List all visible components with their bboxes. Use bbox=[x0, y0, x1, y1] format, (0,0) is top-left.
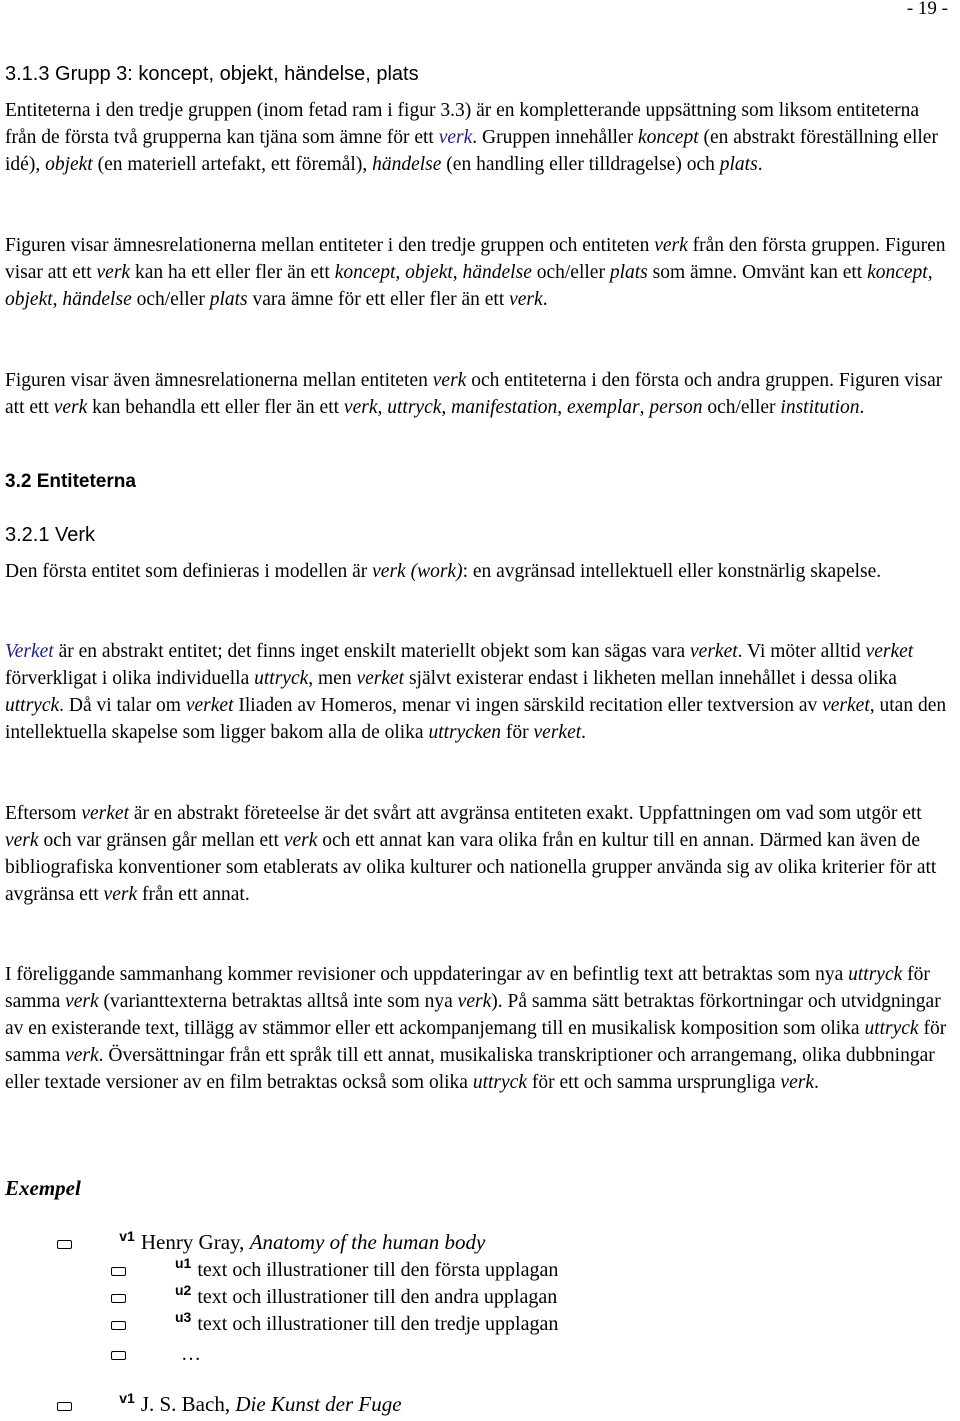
item-text bbox=[197, 1259, 558, 1281]
text-run: . Gruppen innehåller bbox=[472, 127, 638, 148]
emphasized-term: verk bbox=[283, 830, 318, 851]
paragraph-verk-revisions bbox=[5, 961, 955, 1096]
item-text bbox=[141, 1230, 485, 1254]
item-label: v1 bbox=[119, 1228, 135, 1244]
checkbox-bullet-icon bbox=[111, 1294, 126, 1303]
emphasized-term: händelse bbox=[462, 262, 532, 283]
emphasized-term: verk bbox=[654, 235, 688, 256]
emphasized-term: verk bbox=[53, 397, 88, 418]
example-item bbox=[57, 1230, 485, 1255]
text-run: och var gränsen går mellan ett bbox=[38, 830, 284, 851]
checkbox-bullet-icon bbox=[111, 1321, 126, 1330]
text-run: Figuren visar även ämnesrelationerna mellan entiteten bbox=[5, 370, 433, 391]
text-run: , bbox=[377, 397, 388, 418]
text-run: Figuren visar ämnesrelationerna mellan entiteter i den tredje gruppen och entiteten bbox=[5, 235, 655, 256]
emphasized-term: manifestation bbox=[451, 397, 558, 418]
emphasized-term: verk bbox=[5, 830, 39, 851]
emphasized-term: exemplar bbox=[567, 397, 640, 418]
text-run: , bbox=[639, 397, 650, 418]
emphasized-term: verket bbox=[690, 641, 738, 662]
text-run: (en abstrakt föreställning eller idé), bbox=[5, 127, 938, 175]
text-run: vara ämne för ett eller fler än ett bbox=[247, 289, 510, 310]
emphasized-term: verk bbox=[65, 991, 99, 1012]
checkbox-bullet-icon bbox=[111, 1267, 126, 1276]
section-heading-3-2: 3.2 Entiteterna bbox=[5, 471, 136, 492]
item-label: u1 bbox=[175, 1255, 192, 1271]
text-run: , bbox=[441, 397, 452, 418]
text-run: förverkligat i olika individuella bbox=[5, 668, 255, 689]
text-run: för bbox=[501, 722, 534, 743]
emphasized-term: institution bbox=[780, 397, 860, 418]
example-item bbox=[111, 1255, 559, 1282]
emphasized-term: Verket bbox=[5, 641, 54, 662]
text-run: . bbox=[859, 397, 865, 418]
emphasized-term: Anatomy of the human body bbox=[249, 1230, 486, 1254]
emphasized-term: uttryck bbox=[387, 397, 442, 418]
text-run: ). På samma sätt betraktas förkortningar och utvidgningar av en existerande text, tillägg av stämmor eller ett ackompanjemang till en musikalisk komposition som olika bbox=[5, 991, 941, 1039]
text-run: . bbox=[542, 289, 548, 310]
text-run: som ämne. Omvänt kan ett bbox=[647, 262, 868, 283]
example-item bbox=[111, 1343, 201, 1366]
text-run: kan behandla ett eller fler än ett bbox=[87, 397, 344, 418]
text-run: från den första gruppen. Figuren visar att ett bbox=[5, 235, 946, 283]
paragraph-text bbox=[5, 558, 955, 585]
emphasized-term: verket bbox=[865, 641, 914, 662]
text-run: Henry Gray, bbox=[140, 1230, 250, 1254]
text-run: , bbox=[927, 262, 933, 283]
emphasized-term: verket bbox=[533, 722, 582, 743]
item-text bbox=[141, 1392, 402, 1416]
emphasized-term: objekt bbox=[45, 154, 93, 175]
text-run: : en avgränsad intellektuell eller konstnärlig skapelse. bbox=[462, 561, 882, 582]
text-run: för samma bbox=[5, 964, 930, 1012]
section-heading-3-2-1: 3.2.1 Verk bbox=[5, 524, 96, 546]
emphasized-term: verk bbox=[780, 1072, 814, 1093]
text-run: och ett annat kan vara olika från en kultur till en annan. Därmed kan även de bibliografiska konventioner som etablerats av olika kulturer och nationella grupper använda sig av olika kriterier för att avgränsa ett bbox=[5, 830, 937, 905]
text-run: . Vi möter alltid bbox=[737, 641, 866, 662]
item-text bbox=[197, 1286, 557, 1308]
checkbox-bullet-icon bbox=[57, 1402, 72, 1411]
emphasized-term: verket bbox=[81, 803, 129, 824]
paragraph-text bbox=[5, 961, 955, 1096]
paragraph-group3-relations bbox=[5, 367, 955, 421]
emphasized-term: händelse bbox=[372, 154, 442, 175]
text-run: för ett och samma ursprungliga bbox=[526, 1072, 781, 1093]
emphasized-term: uttryck bbox=[848, 964, 903, 985]
item-label: u3 bbox=[175, 1309, 192, 1325]
text-run: . bbox=[813, 1072, 819, 1093]
text-run: . bbox=[757, 154, 763, 175]
text-run: självt existerar endast i likheten mellan innehållet i dessa olika bbox=[404, 668, 897, 689]
text-run: . Översättningar från ett språk till ett annat, musikaliska transkriptioner och arrangemang, olika dubbningar eller textade versioner av en film betraktas också som olika bbox=[5, 1045, 935, 1093]
text-run: , bbox=[52, 289, 63, 310]
text-run: kan ha ett eller fler än ett bbox=[130, 262, 335, 283]
emphasized-term: uttryck bbox=[254, 668, 309, 689]
emphasized-term: person bbox=[649, 397, 703, 418]
paragraph-verk-boundaries bbox=[5, 800, 955, 908]
item-text bbox=[181, 1343, 201, 1365]
paragraph-text bbox=[5, 638, 955, 746]
text-run: och/eller bbox=[702, 397, 781, 418]
text-run: (en handling eller tilldragelse) och bbox=[441, 154, 720, 175]
emphasized-term: koncept bbox=[867, 262, 928, 283]
emphasized-term: uttryck bbox=[864, 1018, 919, 1039]
text-run: . Då vi talar om bbox=[59, 695, 186, 716]
emphasized-term: plats bbox=[209, 289, 248, 310]
emphasized-term: verk bbox=[65, 1045, 99, 1066]
text-run: från ett annat. bbox=[137, 884, 250, 905]
paragraph-group3-figure bbox=[5, 232, 955, 313]
emphasized-term: verket bbox=[185, 695, 234, 716]
emphasized-term: verk (work) bbox=[372, 561, 463, 582]
text-run: och/eller bbox=[131, 289, 210, 310]
emphasized-term: objekt bbox=[405, 262, 453, 283]
checkbox-bullet-icon bbox=[111, 1351, 126, 1360]
example-title: Exempel bbox=[5, 1176, 81, 1200]
section-heading-3-1-3: 3.1.3 Grupp 3: koncept, objekt, händelse, plats bbox=[5, 63, 419, 85]
text-run: är en abstrakt entitet; det finns inget enskilt materiellt objekt som kan sägas vara bbox=[53, 641, 691, 662]
text-run: , bbox=[395, 262, 406, 283]
text-run: Iliaden av Homeros, menar vi ingen särskild recitation eller textversion av bbox=[233, 695, 823, 716]
text-run: (en materiell artefakt, ett föremål), bbox=[92, 154, 373, 175]
text-run: (varianttexterna betraktas alltså inte som nya bbox=[98, 991, 458, 1012]
text-run: text och illustrationer till den andra upplagan bbox=[197, 1286, 558, 1308]
text-run: . bbox=[581, 722, 587, 743]
text-run: , bbox=[452, 262, 463, 283]
text-run: text och illustrationer till den första upplagan bbox=[197, 1259, 559, 1281]
text-run: text och illustrationer till den tredje upplagan bbox=[197, 1313, 559, 1335]
emphasized-term: verk bbox=[432, 370, 467, 391]
emphasized-term: objekt bbox=[5, 289, 53, 310]
emphasized-term: uttryck bbox=[472, 1072, 527, 1093]
emphasized-term: uttrycken bbox=[428, 722, 502, 743]
text-run: , bbox=[557, 397, 568, 418]
text-run: J. S. Bach, bbox=[140, 1392, 236, 1416]
emphasized-term: koncept bbox=[334, 262, 396, 283]
paragraph-verk-definition bbox=[5, 558, 955, 585]
emphasized-term: verk bbox=[103, 884, 138, 905]
emphasized-term: uttryck bbox=[5, 695, 60, 716]
item-text bbox=[197, 1313, 558, 1335]
emphasized-term: koncept bbox=[637, 127, 699, 148]
emphasized-term: verket bbox=[356, 668, 405, 689]
text-run: och entiteterna i den första och andra gruppen. Figuren visar att ett bbox=[5, 370, 943, 418]
emphasized-term: Die Kunst der Fuge bbox=[235, 1392, 402, 1416]
emphasized-term: plats bbox=[609, 262, 648, 283]
emphasized-term: verk bbox=[438, 127, 473, 148]
item-label: v1 bbox=[119, 1390, 135, 1406]
item-label: u2 bbox=[175, 1282, 192, 1298]
paragraph-text bbox=[5, 800, 955, 908]
text-run: Den första entitet som definieras i modellen är bbox=[5, 561, 373, 582]
text-run: Eftersom bbox=[5, 803, 82, 824]
text-run: I föreliggande sammanhang kommer revisioner och uppdateringar av en befintlig text att betraktas som nya bbox=[5, 964, 849, 985]
emphasized-term: verket bbox=[822, 695, 870, 716]
example-item bbox=[111, 1309, 559, 1336]
text-run: för samma bbox=[5, 1018, 947, 1066]
text-run: och/eller bbox=[531, 262, 610, 283]
text-run: , men bbox=[308, 668, 357, 689]
emphasized-term: verk bbox=[343, 397, 378, 418]
example-item bbox=[57, 1392, 402, 1417]
emphasized-term: verk bbox=[96, 262, 131, 283]
page-number: - 19 - bbox=[906, 0, 948, 19]
text-run: är en abstrakt företeelse är det svårt att avgränsa entiteten exakt. Uppfattningen om vad som utgör ett bbox=[129, 803, 922, 824]
emphasized-term: verk bbox=[457, 991, 492, 1012]
paragraph-group3-intro bbox=[5, 97, 955, 178]
emphasized-term: verk bbox=[509, 289, 543, 310]
example-item bbox=[111, 1282, 558, 1309]
text-run: … bbox=[181, 1343, 201, 1365]
paragraph-verk-abstract bbox=[5, 638, 955, 746]
checkbox-bullet-icon bbox=[57, 1240, 72, 1249]
emphasized-term: händelse bbox=[62, 289, 132, 310]
paragraph-text bbox=[5, 367, 955, 421]
paragraph-text bbox=[5, 97, 955, 178]
text-run: Entiteterna i den tredje gruppen (inom fetad ram i figur 3.3) är en kompletterande uppsättning som liksom entiteterna från de första två grupperna kan tjäna som ämne för ett bbox=[5, 100, 920, 148]
text-run: , utan den intellektuella skapelse som ligger bakom alla de olika bbox=[5, 695, 947, 743]
emphasized-term: plats bbox=[719, 154, 758, 175]
paragraph-text bbox=[5, 232, 955, 313]
